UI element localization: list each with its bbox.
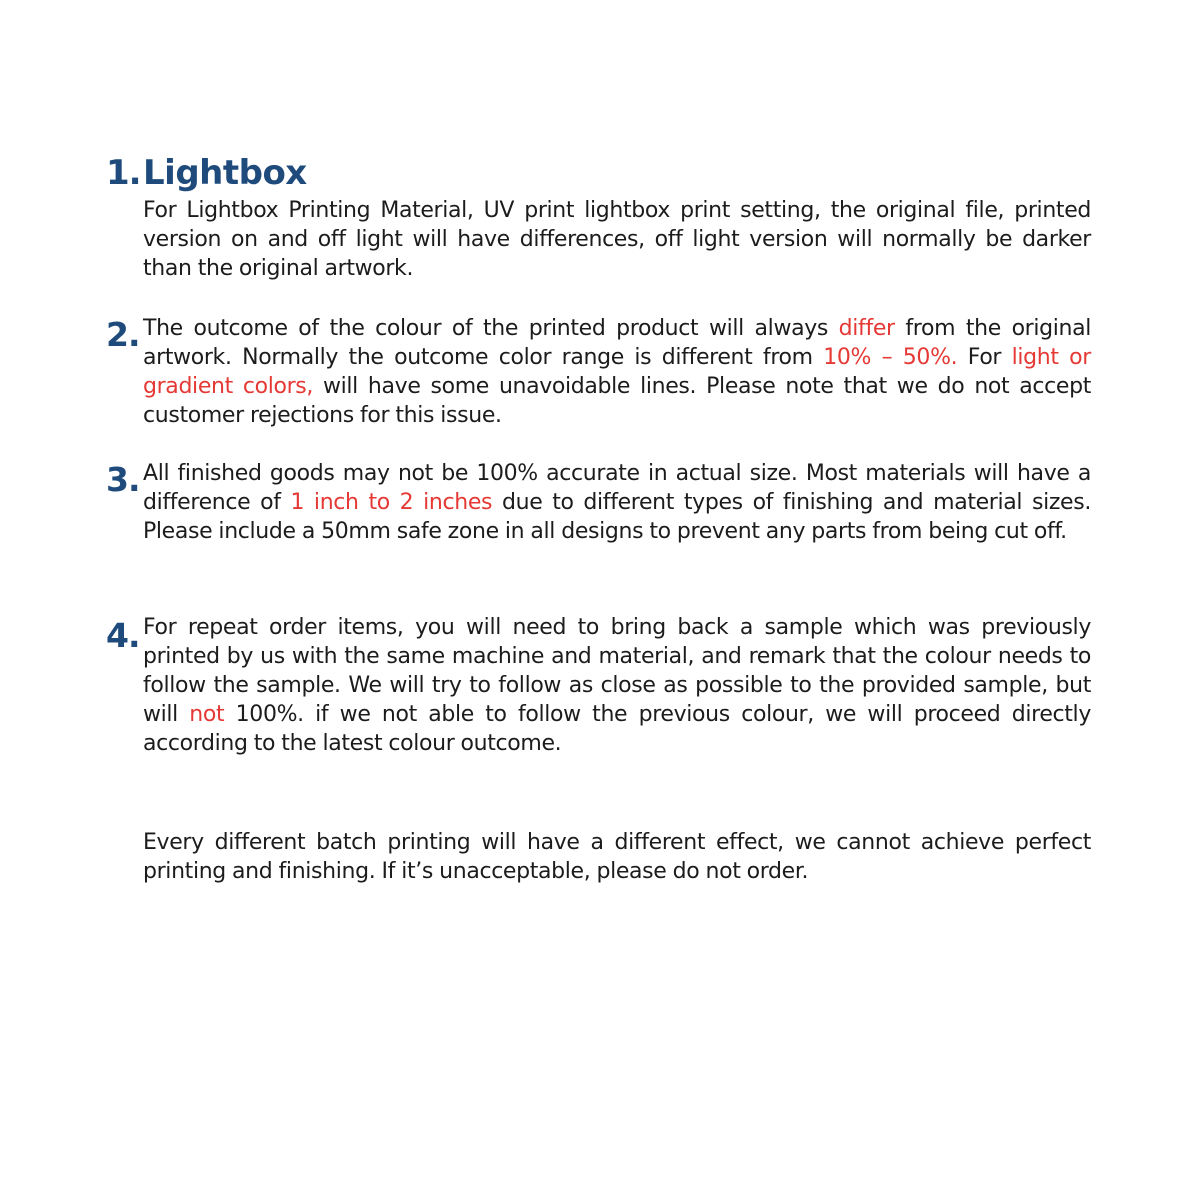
- section-4-text: [143, 613, 1091, 758]
- section-2-highlight-differ: differ: [838, 316, 895, 341]
- section-2-text-part: For: [957, 345, 1012, 370]
- section-2-text-part: from the original artwork. Normally the outcome color range is different from: [143, 316, 1092, 370]
- footer-note: Every different batch printing will have a different effect, we cannot achieve perfect printing and finishing. If it’s unacceptable, please do not order.: [143, 830, 1091, 884]
- section-1-number: 1.: [106, 153, 141, 193]
- section-4-highlight-not: not: [189, 702, 225, 727]
- section-1: [106, 196, 1092, 283]
- footer-note-block: [106, 828, 1092, 886]
- section-3-text-part: due to different types of finishing and material sizes. Please include a 50mm safe zone in all designs to prevent any parts from being cut off.: [143, 490, 1091, 544]
- section-3-text-part: All finished goods may not be 100% accurate in actual size. Most materials will have a difference of: [143, 461, 1091, 515]
- section-3-number: 3.: [106, 460, 140, 499]
- section-4-number: 4.: [106, 616, 140, 655]
- section-2-highlight-range: 10% – 50%.: [823, 345, 958, 370]
- section-3: [106, 459, 1092, 546]
- section-2-number: 2.: [106, 315, 140, 354]
- section-1-title: Lightbox: [143, 153, 307, 193]
- section-3-text: [143, 459, 1091, 546]
- section-4-text-part: For repeat order items, you will need to bring back a sample which was previously printed by us with the same machine and material, and remark that the colour needs to follow the sample. We will try to follow as close as possible to the provided sample, but will: [143, 615, 1091, 727]
- section-4: [106, 613, 1092, 758]
- section-3-highlight-inches: 1 inch to 2 inches: [290, 490, 493, 515]
- section-2-text-part: will have some unavoidable lines. Please note that we do not accept customer rejections for this issue.: [143, 374, 1091, 428]
- section-2-text-part: The outcome of the colour of the printed product will always: [143, 316, 839, 341]
- section-2-highlight-colors: light or gradient colors,: [143, 345, 1091, 399]
- section-2-text: [143, 314, 1091, 430]
- section-1-text: For Lightbox Printing Material, UV print lightbox print setting, the original file, printed version on and off light will have differences, off light version will normally be darker than the original artwork.: [143, 198, 1091, 281]
- section-4-text-part: 100%. if we not able to follow the previous colour, we will proceed directly according to the latest colour outcome.: [143, 702, 1091, 756]
- section-2: [106, 314, 1092, 430]
